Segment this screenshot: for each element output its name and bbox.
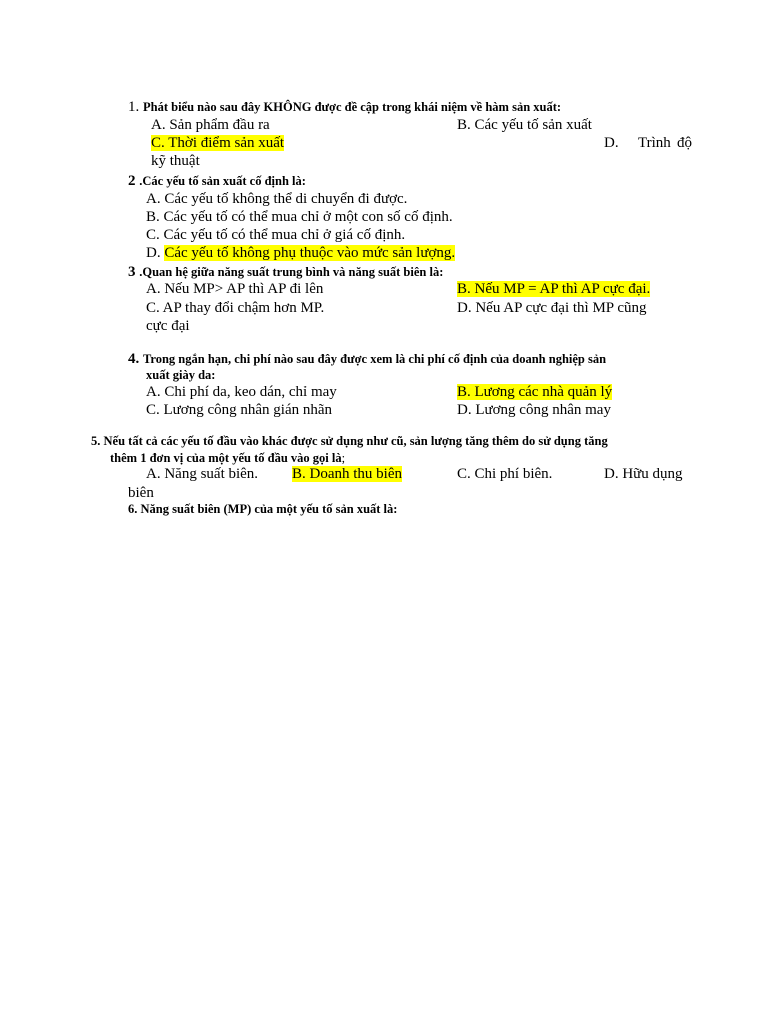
question-4-number: 4.	[128, 351, 140, 367]
q2-option-d-highlight: Các yếu tố không phụ thuộc vào mức sản lượng.	[164, 245, 456, 261]
q5-option-d-continued: biên	[128, 485, 154, 501]
q1-option-d-word2: độ	[677, 135, 692, 151]
question-3-number: 3	[128, 264, 136, 280]
q4-option-c: C. Lương công nhân gián nhãn	[146, 402, 333, 418]
question-2-number: 2	[128, 173, 136, 189]
question-2	[128, 172, 306, 190]
q3-option-d-continued: cực đại	[146, 318, 190, 334]
question-6-text: 6. Năng suất biên (MP) của một yếu tố sản xuất là:	[128, 502, 398, 516]
question-4-text-continued: xuất giày da:	[146, 368, 216, 382]
q4-option-a: A. Chi phí da, keo dán, chỉ may	[146, 384, 337, 400]
q5-option-b	[292, 465, 402, 483]
q2-option-d	[146, 244, 455, 262]
question-5-text: 5. Nếu tất cả các yếu tố đầu vào khác được sử dụng như cũ, sản lượng tăng thêm do sử dụng tăng	[91, 434, 608, 448]
q5-option-a: A. Năng suất biên.	[146, 466, 259, 482]
q4-option-b	[457, 383, 612, 401]
q2-option-c: C. Các yếu tố có thể mua chỉ ở giá cố định.	[146, 227, 406, 243]
question-3	[128, 263, 443, 281]
question-1-number: 1.	[128, 99, 140, 115]
q2-option-d-prefix: D.	[146, 245, 161, 261]
q3-option-d: D. Nếu AP cực đại thì MP cũng	[457, 300, 647, 316]
question-2-text: .Các yếu tố sản xuất cố định là:	[139, 174, 306, 188]
q1-option-c-highlight: C. Thời điểm sản xuất	[151, 135, 285, 151]
q3-option-b-highlight: B. Nếu MP = AP thì AP cực đại.	[457, 281, 651, 297]
question-5-text-continued: thêm 1 đơn vị của một yếu tố đầu vào gọi là	[110, 451, 342, 465]
q1-option-b: B. Các yếu tố sản xuất	[457, 117, 592, 133]
question-5-semicolon: ;	[341, 451, 346, 465]
question-3-text: .Quan hệ giữa năng suất trung bình và năng suất biên là:	[139, 265, 444, 279]
q2-option-b: B. Các yếu tố có thể mua chỉ ở một con số cố định.	[146, 209, 453, 225]
q3-option-b	[457, 280, 650, 298]
question-4-text: Trong ngắn hạn, chi phí nào sau đây được xem là chi phí cố định của doanh nghiệp sản	[143, 352, 607, 366]
q5-option-d: D. Hữu dụng	[604, 466, 683, 482]
q4-option-b-highlight: B. Lương các nhà quản lý	[457, 384, 613, 400]
q1-option-d-prefix: D.	[604, 135, 619, 151]
q1-option-a: A. Sản phẩm đầu ra	[151, 117, 270, 133]
q2-option-a: A. Các yếu tố không thể di chuyển đi được.	[146, 191, 408, 207]
question-1	[128, 98, 561, 116]
q4-option-d: D. Lương công nhân may	[457, 402, 611, 418]
question-4	[128, 350, 606, 368]
question-1-text: Phát biểu nào sau đây KHÔNG được đề cập trong khái niệm về hàm sản xuất:	[143, 100, 562, 114]
q1-option-c	[151, 134, 284, 152]
q1-option-d-word1: Trình	[638, 135, 671, 151]
q3-option-c: C. AP thay đổi chậm hơn MP.	[146, 300, 325, 316]
q5-option-c: C. Chi phí biên.	[457, 466, 553, 482]
q5-option-b-highlight: B. Doanh thu biên	[292, 466, 402, 482]
q3-option-a: A. Nếu MP> AP thì AP đi lên	[146, 281, 324, 297]
q1-option-d-continued: kỹ thuật	[151, 153, 200, 169]
